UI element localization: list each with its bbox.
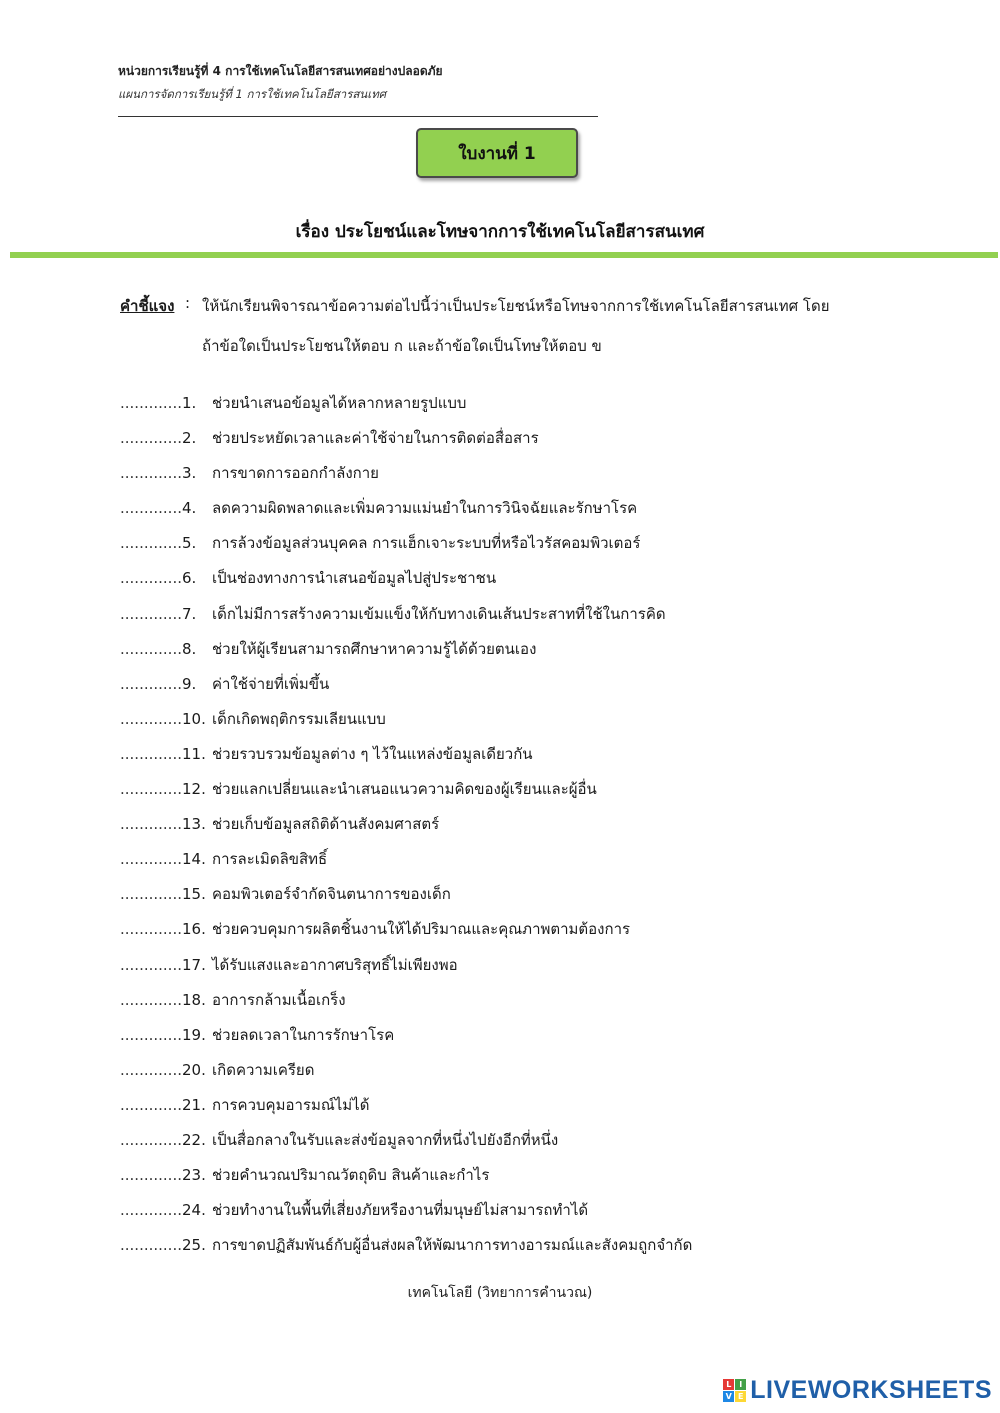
question-number: 1. xyxy=(182,394,197,412)
question-item xyxy=(120,1199,940,1234)
question-text: อาการกล้ามเนื้อเกร็ง xyxy=(212,990,346,1009)
question-item xyxy=(120,1094,940,1129)
question-item xyxy=(120,743,940,778)
question-number: 20. xyxy=(182,1060,206,1079)
answer-blank[interactable]: ............. xyxy=(120,1130,182,1149)
question-text: การละเมิดลิขสิทธิ์ xyxy=(212,850,328,869)
question-list xyxy=(120,392,940,1269)
answer-blank[interactable]: ............. xyxy=(120,850,182,869)
answer-blank[interactable]: ............. xyxy=(120,604,182,623)
question-number: 3. xyxy=(182,464,197,483)
answer-blank[interactable]: ............. xyxy=(120,674,182,693)
question-text: คอมพิวเตอร์จำกัดจินตนาการของเด็ก xyxy=(212,885,451,904)
answer-blank[interactable]: ............. xyxy=(120,639,182,658)
question-item xyxy=(120,1129,940,1164)
question-item xyxy=(120,708,940,743)
answer-blank[interactable]: ............. xyxy=(120,1166,182,1185)
answer-blank[interactable]: ............. xyxy=(120,1236,182,1255)
question-item xyxy=(120,1024,940,1059)
green-divider xyxy=(10,252,998,258)
question-number: 11. xyxy=(182,744,206,763)
question-item xyxy=(120,989,940,1024)
question-number: 25. xyxy=(182,1236,206,1255)
question-number: 10. xyxy=(182,709,206,728)
question-number: 18. xyxy=(182,990,206,1009)
question-item xyxy=(120,638,940,673)
question-number: 9. xyxy=(182,674,197,693)
liveworksheets-logo-icon xyxy=(723,1379,746,1402)
logo-square: E xyxy=(735,1391,746,1402)
question-text: ช่วยควบคุมการผลิตชิ้นงานให้ได้ปริมาณและคุณภาพตามต้องการ xyxy=(212,920,631,939)
question-text: ได้รับแสงและอากาศบริสุทธิ์ไม่เพียงพอ xyxy=(212,955,458,974)
question-number: 2. xyxy=(182,429,197,448)
answer-blank[interactable]: ............. xyxy=(120,920,182,939)
answer-blank[interactable]: ............. xyxy=(120,534,182,553)
question-text: เป็นสื่อกลางในรับและส่งข้อมูลจากที่หนึ่งไปยังอีกที่หนึ่ง xyxy=(212,1130,559,1149)
question-item xyxy=(120,392,940,427)
question-number: 22. xyxy=(182,1130,206,1149)
question-number: 12. xyxy=(182,780,206,799)
question-text: ช่วยรวบรวมข้อมูลต่าง ๆ ไว้ในแหล่งข้อมูลเดียวกัน xyxy=(212,744,533,763)
answer-blank[interactable]: ............. xyxy=(120,464,182,483)
question-text: ช่วยให้ผู้เรียนสามารถศึกษาหาความรู้ได้ด้วยตนเอง xyxy=(212,639,537,658)
question-item xyxy=(120,954,940,989)
question-number: 15. xyxy=(182,885,206,904)
answer-blank[interactable]: ............. xyxy=(120,429,182,448)
question-text: การล้วงข้อมูลส่วนบุคคล การแฮ็กเจาะระบบที่หรือไวรัสคอมพิวเตอร์ xyxy=(212,534,641,553)
question-item xyxy=(120,673,940,708)
question-text: ช่วยแลกเปลี่ยนและนำเสนอแนวความคิดของผู้เรียนและผู้อื่น xyxy=(212,780,597,799)
instructions-colon: : xyxy=(185,294,191,312)
question-number: 16. xyxy=(182,920,206,939)
answer-blank[interactable]: ............. xyxy=(120,780,182,799)
question-item xyxy=(120,813,940,848)
footer-subject: เทคโนโลยี (วิทยาการคำนวณ) xyxy=(407,1285,593,1301)
question-item xyxy=(120,532,940,567)
header-unit: หน่วยการเรียนรู้ที่ 4 การใช้เทคโนโลยีสารสนเทศอย่างปลอดภัย xyxy=(118,64,443,78)
answer-blank[interactable]: ............. xyxy=(120,1025,182,1044)
sheet-badge: ใบงานที่ 1 xyxy=(416,128,578,178)
question-number: 21. xyxy=(182,1095,206,1114)
liveworksheets-brand[interactable] xyxy=(723,1376,992,1405)
instructions-line-1: ให้นักเรียนพิจารณาข้อความต่อไปนี้ว่าเป็นประโยชน์หรือโทษจากการใช้เทคโนโลยีสารสนเทศ โดย xyxy=(202,297,830,315)
question-item xyxy=(120,497,940,532)
question-item xyxy=(120,1164,940,1199)
logo-square: L xyxy=(723,1379,734,1390)
liveworksheets-wordmark: LIVEWORKSHEETS xyxy=(750,1376,992,1404)
question-text: ช่วยทำงานในพื้นที่เสี่ยงภัยหรืองานที่มนุษย์ไม่สามารถทำได้ xyxy=(212,1201,589,1220)
header-plan: แผนการจัดการเรียนรู้ที่ 1 การใช้เทคโนโลยีสารสนเทศ xyxy=(118,87,387,101)
question-item xyxy=(120,427,940,462)
question-text: ช่วยประหยัดเวลาและค่าใช้จ่ายในการติดต่อสื่อสาร xyxy=(212,429,539,448)
question-text: เป็นช่องทางการนำเสนอข้อมูลไปสู่ประชาชน xyxy=(212,569,497,588)
question-number: 23. xyxy=(182,1166,206,1185)
question-text: เด็กไม่มีการสร้างความเข้มแข็งให้กับทางเดินเส้นประสาทที่ใช้ในการคิด xyxy=(212,604,666,623)
logo-square: V xyxy=(723,1391,734,1402)
answer-blank[interactable]: ............. xyxy=(120,1060,182,1079)
question-text: เด็กเกิดพฤติกรรมเลียนแบบ xyxy=(212,709,386,728)
question-text: การขาดปฏิสัมพันธ์กับผู้อื่นส่งผลให้พัฒนาการทางอารมณ์และสังคมถูกจำกัด xyxy=(212,1236,693,1255)
question-item xyxy=(120,883,940,918)
question-number: 14. xyxy=(182,850,206,869)
question-text: ช่วยคำนวณปริมาณวัตถุดิบ สินค้าและกำไร xyxy=(212,1166,490,1185)
question-number: 4. xyxy=(182,499,197,518)
question-text: ช่วยเก็บข้อมูลสถิติด้านสังคมศาสตร์ xyxy=(212,815,440,834)
question-number: 13. xyxy=(182,815,206,834)
question-item xyxy=(120,778,940,813)
answer-blank[interactable]: ............. xyxy=(120,885,182,904)
answer-blank[interactable]: ............. xyxy=(120,1201,182,1220)
question-item xyxy=(120,848,940,883)
answer-blank[interactable]: ............. xyxy=(120,394,182,412)
question-number: 6. xyxy=(182,569,197,588)
instructions-label: คำชี้แจง xyxy=(120,297,175,315)
question-item xyxy=(120,567,940,602)
question-number: 8. xyxy=(182,639,197,658)
question-number: 24. xyxy=(182,1201,206,1220)
instructions-line-2: ถ้าข้อใดเป็นประโยชนให้ตอบ ก และถ้าข้อใดเป็นโทษให้ตอบ ข xyxy=(202,337,602,355)
answer-blank[interactable]: ............. xyxy=(120,955,182,974)
question-text: การขาดการออกกำลังกาย xyxy=(212,464,379,483)
question-number: 5. xyxy=(182,534,197,553)
question-text: ช่วยนำเสนอข้อมูลได้หลากหลายรูปแบบ xyxy=(212,394,467,412)
logo-square: I xyxy=(735,1379,746,1390)
answer-blank[interactable]: ............. xyxy=(120,815,182,834)
question-text: เกิดความเครียด xyxy=(212,1060,315,1079)
question-number: 7. xyxy=(182,604,197,623)
question-item xyxy=(120,918,940,953)
question-text: ช่วยลดเวลาในการรักษาโรค xyxy=(212,1025,395,1044)
question-item xyxy=(120,603,940,638)
topic-title: เรื่อง ประโยชน์และโทษจากการใช้เทคโนโลยีสารสนเทศ xyxy=(295,222,705,242)
header-divider xyxy=(118,116,598,117)
question-text: การควบคุมอารมณ์ไม่ได้ xyxy=(212,1095,370,1114)
question-number: 19. xyxy=(182,1025,206,1044)
answer-blank[interactable]: ............. xyxy=(120,499,182,518)
answer-blank[interactable]: ............. xyxy=(120,709,182,728)
question-number: 17. xyxy=(182,955,206,974)
question-text: ค่าใช้จ่ายที่เพิ่มขึ้น xyxy=(212,674,330,693)
answer-blank[interactable]: ............. xyxy=(120,569,182,588)
question-text: ลดความผิดพลาดและเพิ่มความแม่นยำในการวินิจฉัยและรักษาโรค xyxy=(212,499,638,518)
question-item xyxy=(120,1234,940,1269)
answer-blank[interactable]: ............. xyxy=(120,744,182,763)
question-item xyxy=(120,1059,940,1094)
answer-blank[interactable]: ............. xyxy=(120,990,182,1009)
question-item xyxy=(120,462,940,497)
answer-blank[interactable]: ............. xyxy=(120,1095,182,1114)
